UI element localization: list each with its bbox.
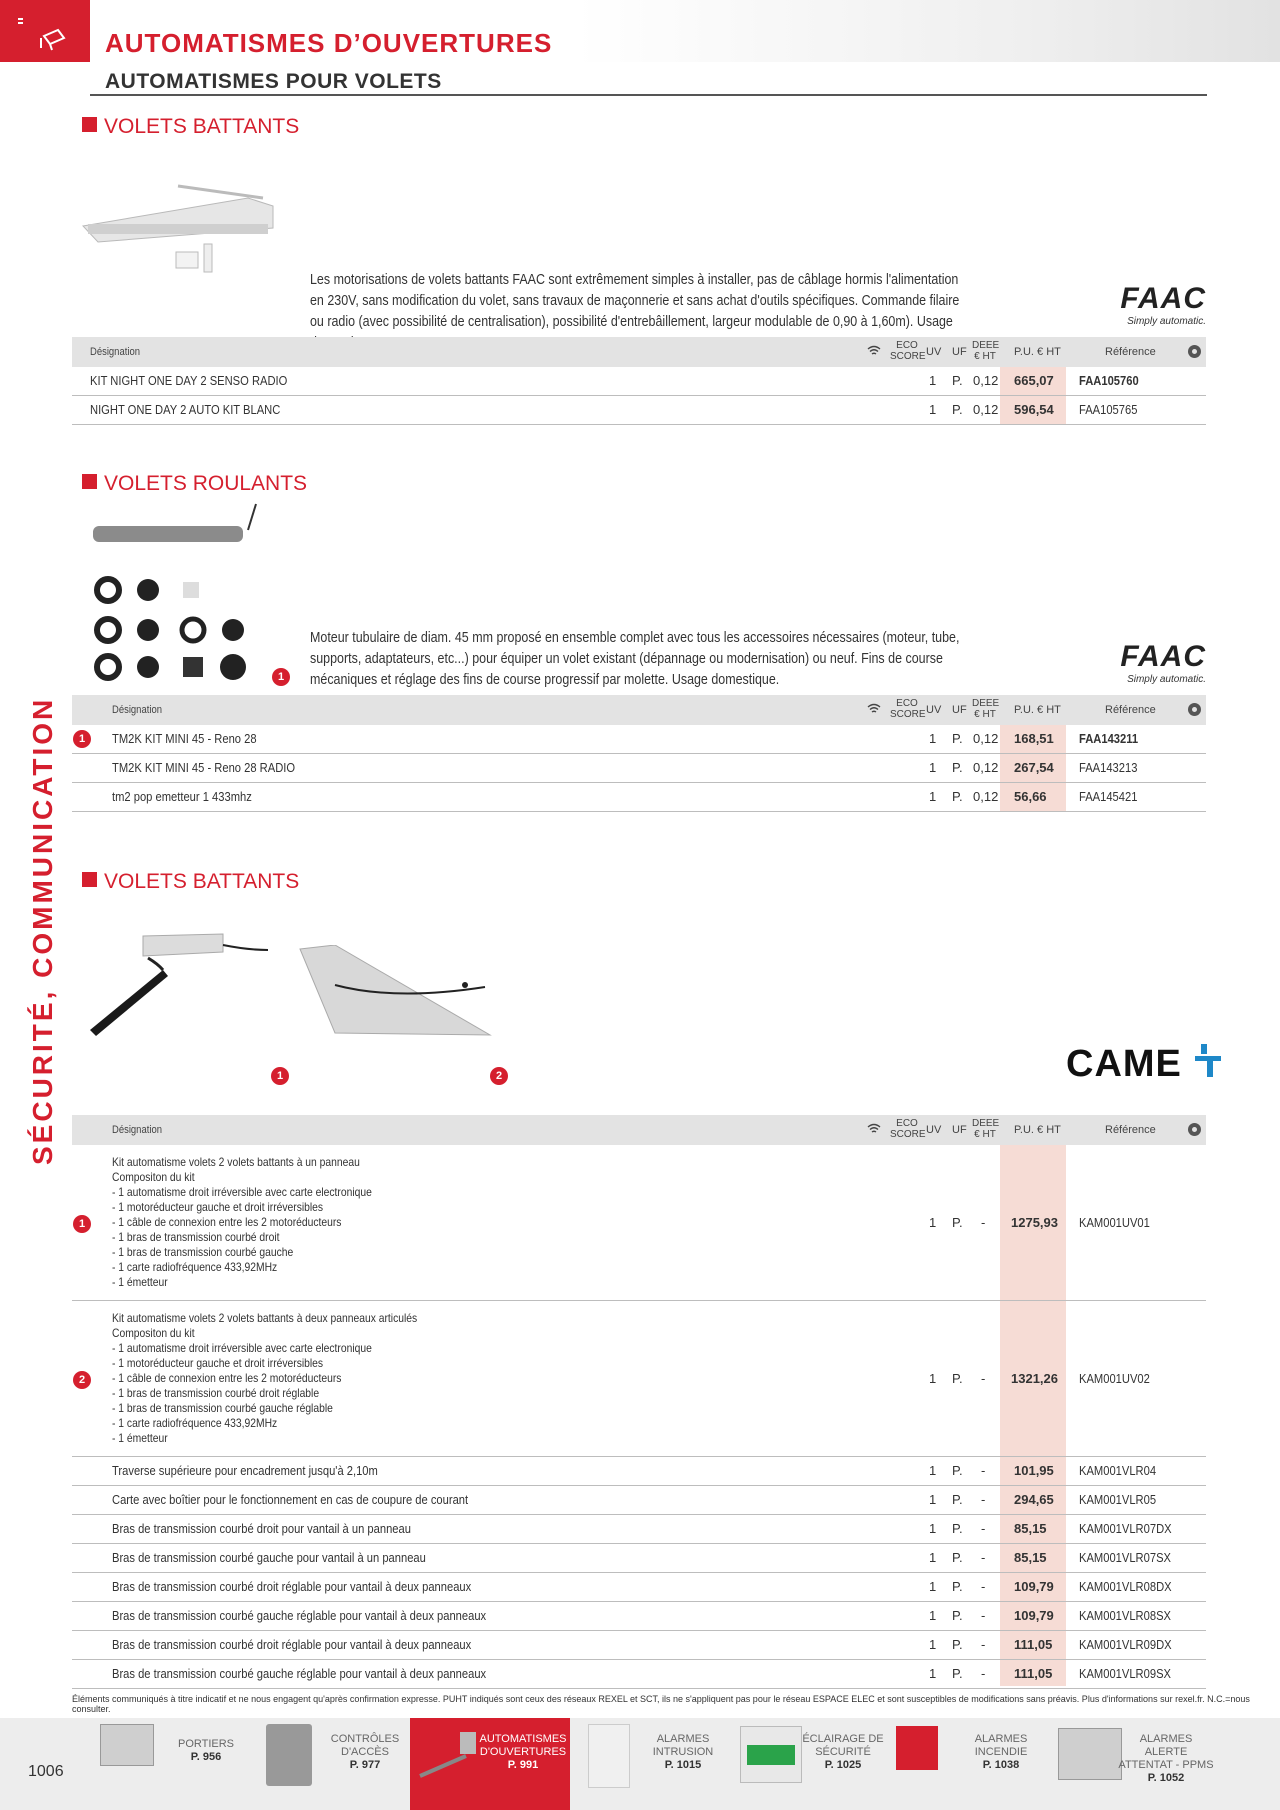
footer-nav-alarmes-attentat[interactable]: ALARMES ALERTE ATTENTAT - PPMS P. 1052 — [1118, 1733, 1214, 1784]
page-title: AUTOMATISMES D’OUVERTURES — [105, 28, 553, 58]
section-title-volets-roulants: VOLETS ROULANTS — [82, 472, 307, 496]
wifi-icon — [867, 703, 881, 717]
footer-nav-controles-acces[interactable]: CONTRÔLES D'ACCÈS P. 977 — [330, 1733, 400, 1771]
row-price: 1321,26 — [1011, 1371, 1058, 1386]
table-row[interactable] — [72, 1515, 1206, 1544]
row-reference: FAA105765 — [1079, 402, 1138, 417]
row-badge: 1 — [73, 1215, 91, 1233]
table-row[interactable] — [72, 1457, 1206, 1486]
row-reference: FAA143213 — [1079, 760, 1138, 775]
row-uv: 1 — [929, 1637, 937, 1652]
row-uf: P. — [952, 1637, 963, 1652]
row-price: 1275,93 — [1011, 1215, 1058, 1230]
col-designation: Désignation — [112, 704, 162, 716]
header-logo-block — [0, 0, 90, 62]
row-deee: - — [981, 1637, 986, 1652]
product-image-tubular-motor-kit — [88, 502, 268, 692]
col-deee: DEEE € HT — [972, 1118, 1000, 1140]
row-reference: FAA143211 — [1079, 731, 1139, 746]
row-uf: P. — [952, 1550, 963, 1565]
row-price: 111,05 — [1014, 1666, 1053, 1681]
section-bullet — [82, 474, 97, 489]
row-reference: KAM001VLR04 — [1079, 1463, 1157, 1478]
table-row[interactable] — [72, 1602, 1206, 1631]
col-uf: UF — [952, 704, 967, 716]
row-uv: 1 — [929, 402, 937, 417]
section-bullet — [82, 872, 97, 887]
row-uv: 1 — [929, 760, 937, 775]
col-reference: Référence — [1105, 704, 1156, 716]
wifi-icon — [867, 345, 881, 359]
section-bullet — [82, 117, 97, 132]
col-deee: DEEE € HT — [972, 698, 1000, 720]
intercom-icon — [100, 1724, 154, 1766]
row-reference: KAM001VLR07SX — [1079, 1550, 1171, 1565]
row-designation: Bras de transmission courbé droit réglable pour vantail à deux panneaux — [112, 1637, 472, 1652]
row-deee: 0,12 — [973, 402, 999, 417]
table-row[interactable] — [72, 1573, 1206, 1602]
row-reference: KAM001UV02 — [1079, 1371, 1150, 1386]
keypad-icon — [266, 1724, 312, 1786]
col-eco-score: ECO SCORE — [890, 1118, 926, 1140]
row-deee: - — [981, 1550, 986, 1565]
section-title-volets-battants-came: VOLETS BATTANTS — [82, 870, 299, 894]
siren-icon — [588, 1724, 630, 1788]
faac-logo: FAAC Simply automatic. — [1120, 282, 1206, 327]
table-came-battants — [72, 1115, 1206, 1681]
table-row[interactable] — [72, 1631, 1206, 1660]
row-price: 665,07 — [1014, 373, 1054, 388]
row-designation: Bras de transmission courbé gauche réglable pour vantail à deux panneaux — [112, 1666, 487, 1681]
row-reference: FAA105760 — [1079, 373, 1139, 388]
row-uf: P. — [952, 1579, 963, 1594]
footer-nav-automatismes[interactable]: AUTOMATISMES D'OUVERTURES P. 991 — [479, 1733, 567, 1771]
row-price: 168,51 — [1014, 731, 1054, 746]
row-designation: Bras de transmission courbé gauche réglable pour vantail à deux panneaux — [112, 1608, 487, 1623]
row-reference: KAM001VLR09SX — [1079, 1666, 1171, 1681]
settings-icon — [1187, 1122, 1202, 1140]
row-deee: - — [981, 1608, 986, 1623]
row-deee: - — [981, 1215, 986, 1230]
section-title-volets-battants: VOLETS BATTANTS — [82, 115, 299, 139]
row-uv: 1 — [929, 1521, 937, 1536]
col-uf: UF — [952, 346, 967, 358]
row-badge: 1 — [73, 730, 91, 748]
emergency-exit-icon — [740, 1726, 802, 1783]
gate-motor-icon — [418, 1730, 480, 1787]
section1-description: Les motorisations de volets battants FAAC sont extrêmement simples à installer, pas de câblage hormis l'alimentation en 230V, sans modification du volet, sans travaux de maçonnerie et sans achat d'outils spécifiques. Commande filaire ou radio (avec possibilité de centralisation), possibilité d'entrebâillement, largeur modulable de 0,90 à 1,60m). Usage — [310, 272, 960, 330]
row-price: 85,15 — [1014, 1521, 1047, 1536]
image-marker-badge: 2 — [490, 1067, 508, 1085]
image-marker-badge: 1 — [271, 1067, 289, 1085]
settings-icon — [1187, 344, 1202, 362]
col-uv: UV — [926, 1124, 942, 1136]
side-category-label: SÉCURITÉ, COMMUNICATION — [27, 696, 58, 1165]
row-uf: P. — [952, 1608, 963, 1623]
row-uv: 1 — [929, 1215, 937, 1230]
row-uv: 1 — [929, 731, 937, 746]
col-pu: P.U. € HT — [1014, 1124, 1061, 1136]
attentat-alarm-icon — [1058, 1728, 1122, 1780]
section2-description: Moteur tubulaire de diam. 45 mm proposé en ensemble complet avec tous les accessoires nécessaires (moteur, tube, supports, adaptateurs, etc...) pour équiper un volet existant (dépannage ou modernisation) ou neuf. Fins de course mécaniques et réglage des fins de course progressif par molette. Usage domestique. — [310, 630, 960, 688]
row-price: 294,65 — [1014, 1492, 1054, 1507]
row-reference: KAM001VLR09DX — [1079, 1637, 1172, 1652]
fire-alarm-icon — [896, 1726, 938, 1770]
product-image-came-double — [295, 945, 495, 1050]
row-designation: KIT NIGHT ONE DAY 2 SENSO RADIO — [90, 373, 288, 388]
row-price: 85,15 — [1014, 1550, 1047, 1565]
footer-nav-portiers[interactable]: PORTIERS P. 956 — [177, 1738, 235, 1763]
table-row[interactable] — [72, 396, 1206, 425]
col-uv: UV — [926, 346, 942, 358]
table-faac-roulants — [72, 695, 1206, 804]
row-price: 111,05 — [1014, 1637, 1053, 1652]
row-price: 109,79 — [1014, 1579, 1054, 1594]
col-reference: Référence — [1105, 346, 1156, 358]
cctv-camera-icon — [0, 0, 90, 62]
row-uv: 1 — [929, 1579, 937, 1594]
row-badge: 2 — [73, 1371, 91, 1389]
row-uv: 1 — [929, 1371, 937, 1386]
table-row[interactable] — [72, 783, 1206, 812]
row-uv: 1 — [929, 1492, 937, 1507]
footer-nav-alarmes-intrusion[interactable]: ALARMES INTRUSION P. 1015 — [652, 1733, 714, 1771]
footer-nav-eclairage[interactable]: ÉCLAIRAGE DE SÉCURITÉ P. 1025 — [802, 1733, 884, 1771]
row-deee: - — [981, 1666, 986, 1681]
row-reference: KAM001VLR08SX — [1079, 1608, 1171, 1623]
table-header — [72, 1115, 1206, 1145]
col-designation: Désignation — [90, 346, 140, 358]
row-designation: NIGHT ONE DAY 2 AUTO KIT BLANC — [90, 402, 281, 417]
table-row[interactable] — [72, 754, 1206, 783]
table-row[interactable] — [72, 725, 1206, 754]
row-deee: 0,12 — [973, 373, 999, 388]
row-designation: Kit automatisme volets 2 volets battants à un panneau Compositon du kit - 1 automatisme droit irréversible avec carte electronique - 1 motoréducteur gauche et droit irréversibles - 1 câble de connexion entre les 2 motoréducteurs - 1 bras de transmission courbé droit - 1 bras de transmission courbé gauche - 1 carte radiofréquence 433,92MHz - 1 émetteur — [112, 1155, 372, 1289]
row-uf: P. — [952, 402, 963, 417]
col-eco-score: ECO SCORE — [890, 340, 926, 362]
row-designation: TM2K KIT MINI 45 - Reno 28 RADIO — [112, 760, 296, 775]
footer-nav-alarmes-incendie[interactable]: ALARMES INCENDIE P. 1038 — [974, 1733, 1028, 1771]
came-logo-mark — [1193, 1042, 1223, 1078]
table-header — [72, 695, 1206, 725]
row-uf: P. — [952, 1666, 963, 1681]
image-marker-badge: 1 — [272, 668, 290, 686]
row-designation: Kit automatisme volets 2 volets battants à deux panneaux articulés Compositon du kit - 1 automatisme droit irréversible avec carte electronique - 1 motoréducteur gauche et droit irréversibles - 1 câble de connexion entre les 2 motoréducteurs - 1 bras de transmission courbé droit réglable - 1 bras de transmission courbé gauche réglable - 1 carte radiofréquence 433,92MHz - 1 émetteur — [112, 1311, 418, 1445]
table-row[interactable] — [72, 1544, 1206, 1573]
row-price: 596,54 — [1014, 402, 1054, 417]
row-price: 101,95 — [1014, 1463, 1054, 1478]
row-deee: - — [981, 1579, 986, 1594]
col-designation: Désignation — [112, 1124, 162, 1136]
row-deee: 0,12 — [973, 760, 999, 775]
product-image-faac-battant — [78, 178, 278, 303]
row-uf: P. — [952, 760, 963, 775]
row-reference: FAA145421 — [1079, 789, 1138, 804]
product-image-came-single — [88, 930, 278, 1045]
col-eco-score: ECO SCORE — [890, 698, 926, 720]
came-logo: CAME — [1066, 1042, 1223, 1086]
settings-icon — [1187, 702, 1202, 720]
row-designation: Bras de transmission courbé droit réglable pour vantail à deux panneaux — [112, 1579, 472, 1594]
table-row-kit[interactable] — [72, 1145, 1206, 1301]
table-row[interactable] — [72, 1660, 1206, 1689]
row-price: 109,79 — [1014, 1608, 1054, 1623]
row-uv: 1 — [929, 373, 937, 388]
table-row[interactable] — [72, 367, 1206, 396]
col-pu: P.U. € HT — [1014, 346, 1061, 358]
row-reference: KAM001VLR07DX — [1079, 1521, 1172, 1536]
row-uf: P. — [952, 731, 963, 746]
table-header — [72, 337, 1206, 367]
col-pu: P.U. € HT — [1014, 704, 1061, 716]
row-uf: P. — [952, 373, 963, 388]
row-designation: TM2K KIT MINI 45 - Reno 28 — [112, 731, 257, 746]
row-uf: P. — [952, 1371, 963, 1386]
exit-sign-icon — [747, 1745, 795, 1765]
col-uv: UV — [926, 704, 942, 716]
row-deee: - — [981, 1463, 986, 1478]
row-price: 56,66 — [1014, 789, 1047, 804]
row-designation: Carte avec boîtier pour le fonctionnement en cas de coupure de courant — [112, 1492, 469, 1507]
col-uf: UF — [952, 1124, 967, 1136]
row-uf: P. — [952, 1463, 963, 1478]
row-deee: 0,12 — [973, 731, 999, 746]
row-deee: 0,12 — [973, 789, 999, 804]
row-uv: 1 — [929, 1463, 937, 1478]
row-designation: tm2 pop emetteur 1 433mhz — [112, 789, 252, 804]
page-number: 1006 — [28, 1763, 64, 1780]
row-uf: P. — [952, 1215, 963, 1230]
row-uf: P. — [952, 1521, 963, 1536]
table-faac-battants — [72, 337, 1206, 417]
row-deee: - — [981, 1492, 986, 1507]
row-reference: KAM001VLR05 — [1079, 1492, 1157, 1507]
page-subtitle: AUTOMATISMES POUR VOLETS — [105, 70, 442, 93]
row-deee: - — [981, 1371, 986, 1386]
row-reference: KAM001UV01 — [1079, 1215, 1150, 1230]
row-designation: Bras de transmission courbé droit pour vantail à un panneau — [112, 1521, 411, 1536]
header-divider — [90, 94, 1207, 96]
col-reference: Référence — [1105, 1124, 1156, 1136]
row-uv: 1 — [929, 1608, 937, 1623]
row-uv: 1 — [929, 789, 937, 804]
faac-logo: FAAC Simply automatic. — [1120, 640, 1206, 685]
row-designation: Traverse supérieure pour encadrement jusqu'à 2,10m — [112, 1463, 378, 1478]
col-deee: DEEE € HT — [972, 340, 1000, 362]
row-designation: Bras de transmission courbé gauche pour vantail à un panneau — [112, 1550, 426, 1565]
wifi-icon — [867, 1123, 881, 1137]
row-reference: KAM001VLR08DX — [1079, 1579, 1172, 1594]
table-row[interactable] — [72, 1486, 1206, 1515]
legal-footnote: Éléments communiqués à titre indicatif et ne nous engagent qu'après confirmation expresse. PUHT indiqués sont ceux des réseaux REXEL et SCT, ils ne s'appliquent pas pour le réseau ESPACE ELEC et sont susceptibles de modifications sans préavis. Plus d'informations sur rexel.fr. N.C.=nous consulter. — [72, 1694, 1250, 1714]
row-uv: 1 — [929, 1666, 937, 1681]
row-price: 267,54 — [1014, 760, 1054, 775]
row-deee: - — [981, 1521, 986, 1536]
row-uf: P. — [952, 789, 963, 804]
row-uf: P. — [952, 1492, 963, 1507]
table-row-kit[interactable] — [72, 1301, 1206, 1457]
row-uv: 1 — [929, 1550, 937, 1565]
